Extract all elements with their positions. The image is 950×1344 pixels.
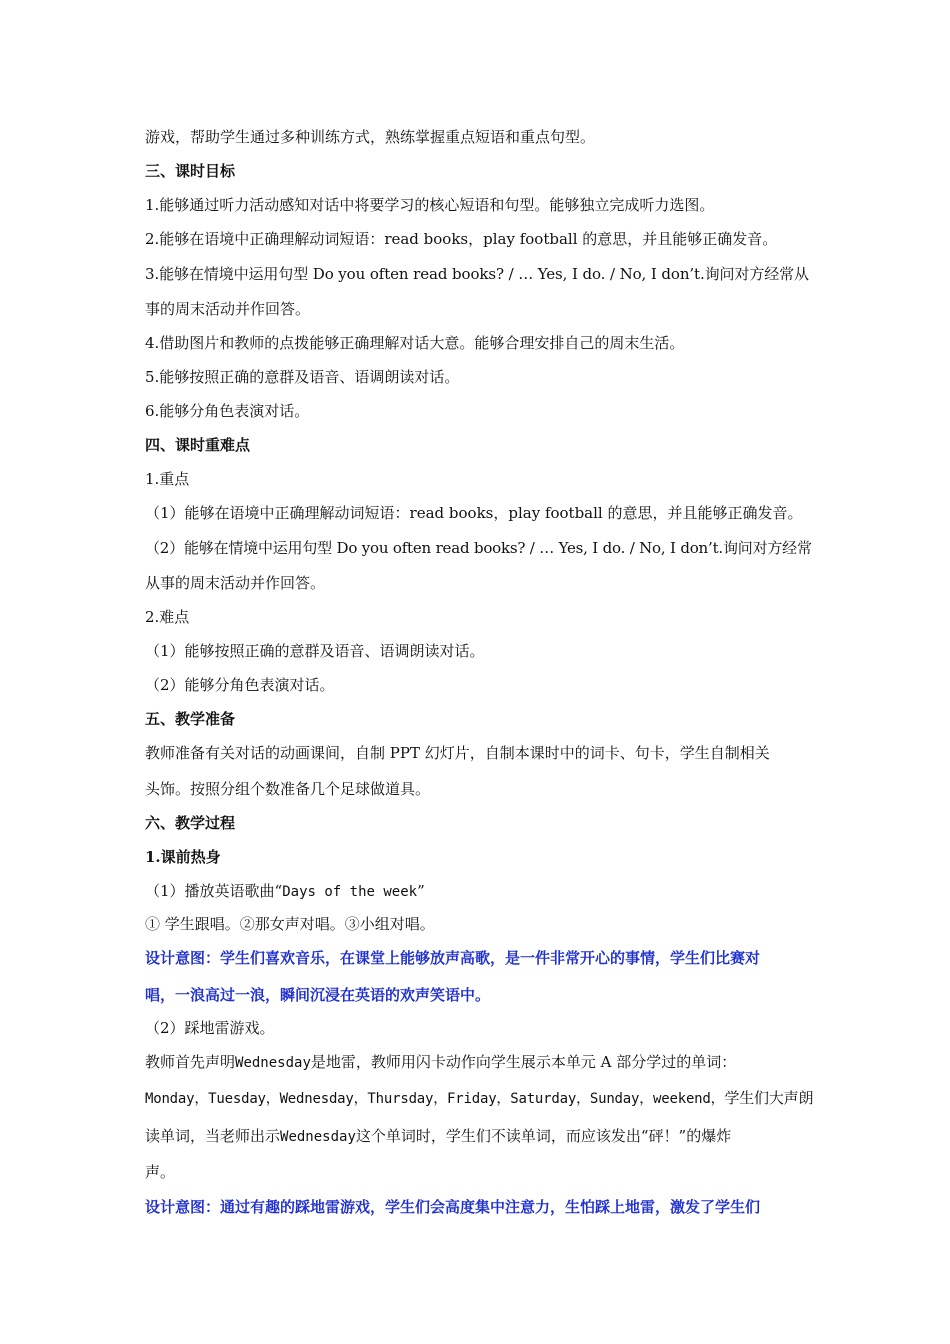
text-line: 游戏，帮助学生通过多种训练方式，熟练掌握重点短语和重点句型。 — [145, 128, 596, 146]
text-span: 是地雷，教师用闪卡动作向学生展示本单元 A 部分学过的单词： — [310, 1053, 737, 1071]
text-line: 头饰。按照分组个数准备几个足球做道具。 — [145, 780, 431, 798]
text-line — [145, 1126, 815, 1147]
text-line: 3.能够在情境中运用句型 Do you often read books? / … Yes, I do. / No, I don’t.询问对方经常从 — [145, 265, 809, 283]
subsection-heading: 1.课前热身 — [145, 848, 221, 866]
text-line: 6.能够分角色表演对话。 — [145, 402, 310, 420]
text-line: （1）能够在语境中正确理解动词短语：read books，play football 的意思，并且能够正确发音。 — [145, 504, 803, 522]
section-heading: 五、教学准备 — [145, 710, 236, 728]
section-heading: 四、课时重难点 — [145, 436, 251, 454]
word-list: Monday，Tuesday，Wednesday，Thursday，Friday，Saturday，Sunday，weekend， — [145, 1091, 725, 1107]
section-heading: 三、课时目标 — [145, 162, 236, 180]
keyword: Wednesday — [280, 1129, 356, 1145]
text-line: 4.借助图片和教师的点拨能够正确理解对话大意。能够合理安排自己的周末生活。 — [145, 334, 685, 352]
text-line: 事的周末活动并作回答。 — [145, 300, 311, 318]
text-span: 教师首先声明 — [145, 1053, 236, 1071]
design-intent-line: 设计意图：学生们喜欢音乐，在课堂上能够放声高歌，是一件非常开心的事情，学生们比赛对 — [145, 949, 761, 967]
text-line — [145, 1088, 815, 1109]
text-line: 2.能够在语境中正确理解动词短语：read books，play football 的意思，并且能够正确发音。 — [145, 230, 778, 248]
text-line: 5.能够按照正确的意群及语音、语调朗读对话。 — [145, 368, 460, 386]
design-intent-line: 唱，一浪高过一浪，瞬间沉浸在英语的欢声笑语中。 — [145, 986, 491, 1004]
design-intent-line: 设计意图：通过有趣的踩地雷游戏，学生们会高度集中注意力，生怕踩上地雷，激发了学生们 — [145, 1198, 761, 1216]
text-span: ” — [417, 882, 425, 900]
section-heading: 六、教学过程 — [145, 814, 236, 832]
text-line: （2）能够在情境中运用句型 Do you often read books? / … Yes, I do. / No, I don’t.询问对方经常 — [145, 539, 812, 557]
text-line: （2）能够分角色表演对话。 — [145, 676, 335, 694]
text-line — [145, 881, 815, 902]
text-span: 读单词，当老师出示 — [145, 1127, 281, 1145]
text-line: 从事的周末活动并作回答。 — [145, 574, 326, 592]
text-line: （1）能够按照正确的意群及语音、语调朗读对话。 — [145, 642, 485, 660]
text-line: 教师准备有关对话的动画课间，自制 PPT 幻灯片，自制本课时中的词卡、句卡，学生自制相关 — [145, 744, 770, 762]
text-span: （1）播放英语歌曲“ — [145, 882, 283, 900]
text-line: 1.能够通过听力活动感知对话中将要学习的核心短语和句型。能够独立完成听力选图。 — [145, 196, 715, 214]
text-line: 1.重点 — [145, 470, 190, 488]
text-line: （2）踩地雷游戏。 — [145, 1019, 275, 1037]
text-span: 这个单词时，学生们不读单词，而应该发出“砰！”的爆炸 — [355, 1127, 732, 1145]
text-line: 声。 — [145, 1163, 176, 1181]
song-title: Days of the week — [282, 884, 418, 900]
keyword: Wednesday — [235, 1055, 311, 1071]
text-line: 2.难点 — [145, 608, 190, 626]
text-span: 学生们大声朗 — [724, 1089, 814, 1107]
text-line — [145, 1052, 815, 1073]
text-line: ① 学生跟唱。②那女声对唱。③小组对唱。 — [145, 915, 435, 933]
